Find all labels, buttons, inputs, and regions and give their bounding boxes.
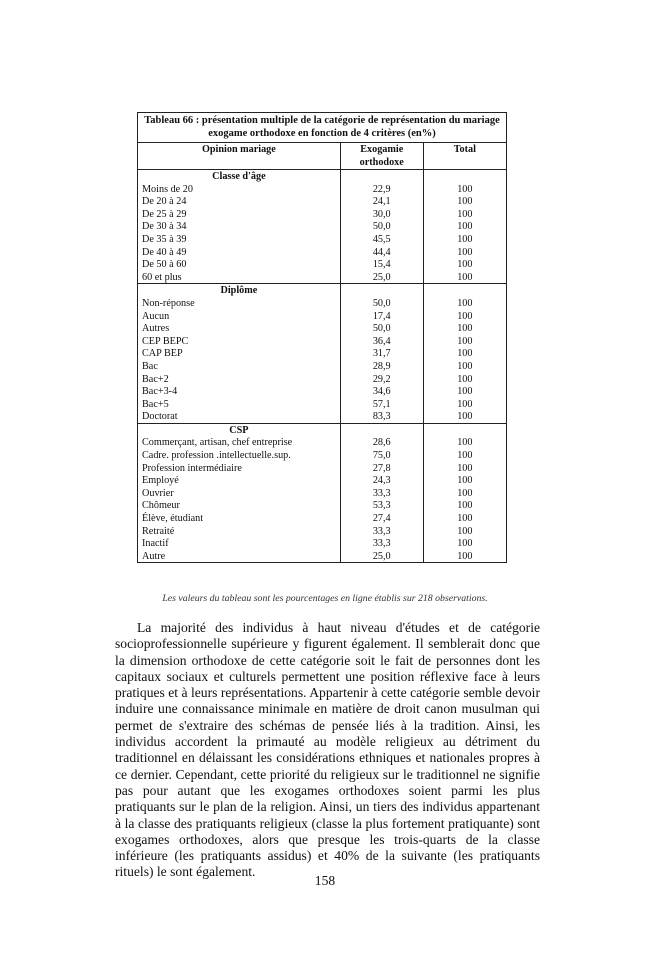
row-exogamie-value: 33,3: [372, 487, 391, 499]
row-label: CEP BEPC: [142, 335, 189, 347]
spacer: [428, 424, 502, 437]
row-exogamie-value: 50,0: [372, 221, 391, 233]
row-exogamie-value: 33,3: [372, 525, 391, 537]
row-exogamie-value: 25,0: [372, 271, 391, 283]
data-table: [137, 112, 507, 563]
row-label: Retraité: [142, 525, 175, 537]
row-exogamie-value: 50,0: [372, 297, 391, 309]
row-total-value: 100: [457, 221, 473, 233]
row-label: De 40 à 49: [142, 246, 187, 258]
row-total-value: 100: [457, 233, 473, 245]
spacer: [345, 170, 419, 183]
data-table-container: [137, 112, 507, 563]
row-label: Bac+5: [142, 398, 169, 410]
row-label: Bac: [142, 360, 158, 372]
row-label: Autre: [142, 550, 166, 562]
row-total-value: 100: [457, 335, 473, 347]
row-label: Doctorat: [142, 411, 178, 423]
row-total-value: 100: [457, 398, 473, 410]
row-total-value: 100: [457, 373, 473, 385]
row-label: De 20 à 24: [142, 196, 187, 208]
spacer: [345, 424, 419, 437]
table-section: [138, 284, 507, 424]
row-exogamie-value: 36,4: [372, 335, 391, 347]
table-section: [138, 170, 507, 284]
table-section: [138, 423, 507, 563]
row-exogamie-value: 75,0: [372, 450, 391, 462]
section-total-cell: [423, 170, 506, 284]
row-total-value: 100: [457, 487, 473, 499]
section-labels-cell: [138, 284, 341, 424]
row-exogamie-value: 28,9: [372, 360, 391, 372]
row-exogamie-value: 27,4: [372, 513, 391, 525]
row-total-value: 100: [457, 297, 473, 309]
row-label: Profession intermédiaire: [142, 462, 242, 474]
row-total-value: 100: [457, 437, 473, 449]
row-total-value: 100: [457, 271, 473, 283]
row-total-value: 100: [457, 360, 473, 372]
row-exogamie-value: 33,3: [372, 538, 391, 550]
row-label: Cadre. profession .intellectuelle.sup.: [142, 450, 291, 462]
header-total: Total: [423, 143, 506, 170]
section-labels-cell: [138, 170, 341, 284]
table-note: Les valeurs du tableau sont les pourcentages en ligne établis sur 218 observations.: [162, 593, 488, 604]
row-total-value: 100: [457, 259, 473, 271]
section-labels-cell: [138, 423, 341, 563]
section-total-cell: [423, 284, 506, 424]
row-label: Employé: [142, 475, 179, 487]
row-exogamie-value: 83,3: [372, 411, 391, 423]
row-total-value: 100: [457, 462, 473, 474]
row-total-value: 100: [457, 450, 473, 462]
table-body: [138, 170, 507, 563]
row-label: Commerçant, artisan, chef entreprise: [142, 437, 293, 449]
row-total-value: 100: [457, 196, 473, 208]
row-exogamie-value: 30,0: [372, 208, 391, 220]
row-total-value: 100: [457, 475, 473, 487]
row-label: CAP BEP: [142, 348, 183, 360]
row-exogamie-value: 24,1: [372, 196, 391, 208]
section-total-cell: [423, 423, 506, 563]
row-exogamie-value: 28,6: [372, 437, 391, 449]
row-exogamie-value: 31,7: [372, 348, 391, 360]
row-label: Bac+3-4: [142, 386, 178, 398]
row-total-value: 100: [457, 525, 473, 537]
row-total-value: 100: [457, 411, 473, 423]
row-exogamie-value: 50,0: [372, 323, 391, 335]
row-label: Aucun: [142, 310, 170, 322]
section-exogamie-cell: [340, 170, 423, 284]
row-exogamie-value: 17,4: [372, 310, 391, 322]
row-label: De 35 à 39: [142, 233, 187, 245]
section-exogamie-cell: [340, 284, 423, 424]
header-exogamie: Exogamie orthodoxe: [340, 143, 423, 170]
body-paragraph: La majorité des individus à haut niveau d'études et de catégorie socioprofessionnelle supérieure y figurent également. Il semblerait donc que la dimension orthodoxe de cette catégorie soit le fait de personnes dont les capitaux sociaux et culturels permettent une position réflexive face à leurs pratiques et à leurs représentations. Appartenir à cette catégorie semble devoir induire une connaissance minimale en matière de droit canon musulman qui permet de s'extraire des schémas de pensée liés à la tradition. Ainsi, les individus accordent la primauté au modèle religieux au détriment du traditionnel en délaissant les considérations ethniques et nationales propres à ce dernier. Cependant, cette priorité du religieux sur le traditionnel ne signifie pas pour autant que les exogames orthodoxes soient parmi les plus pratiquants sur le plan de la religion. Ainsi, un tiers des individus appartenant à la classe des pratiquants religieux (classe la plus fortement pratiquante) sont exogames orthodoxes, alors que presque les trois-quarts de la classe inférieure (les pratiquants assidus) et 40% de la suivante (les pratiquants rituels) le sont également.: [115, 620, 540, 880]
table-caption: Tableau 66 : présentation multiple de la catégorie de représentation du mariage exogame orthodoxe en fonction de 4 critères (en%): [138, 113, 507, 143]
spacer: [345, 284, 419, 297]
row-total-value: 100: [457, 323, 473, 335]
row-label: Moins de 20: [142, 183, 193, 195]
row-exogamie-value: 27,8: [372, 462, 391, 474]
row-exogamie-value: 24,3: [372, 475, 391, 487]
row-label: De 30 à 34: [142, 221, 187, 233]
row-label: 60 et plus: [142, 271, 182, 283]
row-exogamie-value: 57,1: [372, 398, 391, 410]
row-exogamie-value: 34,6: [372, 386, 391, 398]
row-total-value: 100: [457, 246, 473, 258]
row-label: De 25 à 29: [142, 208, 187, 220]
section-exogamie-cell: [340, 423, 423, 563]
row-exogamie-value: 25,0: [372, 550, 391, 562]
spacer: [428, 284, 502, 297]
row-label: Non-réponse: [142, 297, 195, 309]
page-number: 158: [314, 873, 336, 888]
table-header-row: [138, 143, 507, 170]
row-total-value: 100: [457, 310, 473, 322]
section-title: CSP: [229, 424, 249, 436]
row-total-value: 100: [457, 513, 473, 525]
row-exogamie-value: 15,4: [372, 259, 391, 271]
row-exogamie-value: 45,5: [372, 233, 391, 245]
row-total-value: 100: [457, 386, 473, 398]
row-total-value: 100: [457, 500, 473, 512]
row-total-value: 100: [457, 348, 473, 360]
row-exogamie-value: 53,3: [372, 500, 391, 512]
section-title: Classe d'âge: [212, 171, 266, 182]
row-label: Bac+2: [142, 373, 169, 385]
row-exogamie-value: 29,2: [372, 373, 391, 385]
header-opinion: Opinion mariage: [138, 143, 341, 170]
row-label: De 50 à 60: [142, 259, 187, 271]
row-exogamie-value: 22,9: [372, 183, 391, 195]
row-total-value: 100: [457, 183, 473, 195]
row-label: Autres: [142, 323, 170, 335]
section-title: Diplôme: [220, 285, 258, 297]
spacer: [428, 170, 502, 183]
row-exogamie-value: 44,4: [372, 246, 391, 258]
row-label: Élève, étudiant: [142, 513, 204, 525]
row-label: Chômeur: [142, 500, 180, 512]
row-label: Ouvrier: [142, 487, 174, 499]
row-label: Inactif: [142, 538, 169, 550]
row-total-value: 100: [457, 550, 473, 562]
row-total-value: 100: [457, 538, 473, 550]
row-total-value: 100: [457, 208, 473, 220]
